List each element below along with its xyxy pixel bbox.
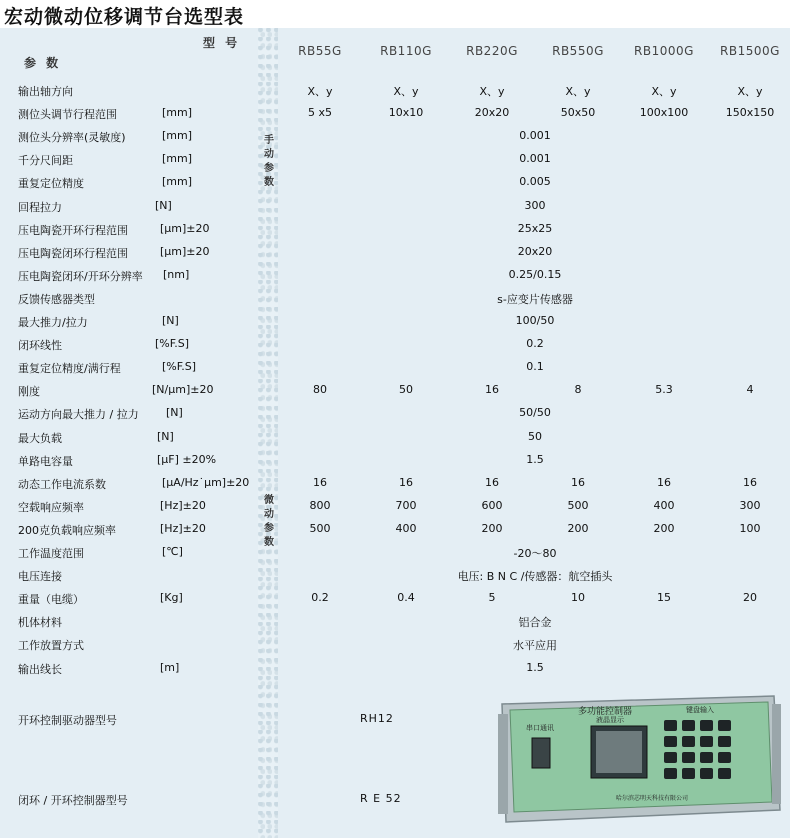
row-shared-value: 20x20 <box>517 244 553 258</box>
row-value: X、y <box>651 85 677 98</box>
table-row <box>0 448 790 471</box>
device-title: 多功能控制器 <box>578 707 633 717</box>
model-header-label: 型 号 <box>203 36 241 50</box>
row-value: 0.4 <box>397 591 415 605</box>
row-shared-value: 50 <box>528 429 542 443</box>
manual-params-label <box>262 134 276 190</box>
row-value: 20x20 <box>474 106 510 120</box>
table-row <box>0 563 790 586</box>
row-label: 回程拉力 <box>18 200 62 214</box>
row-label: 电压连接 <box>18 570 62 584</box>
row-value: 10x10 <box>388 106 424 120</box>
row-label: 最大推力/拉力 <box>18 316 88 329</box>
row-unit: [μm]±20 <box>160 244 210 258</box>
row-label: 工作放置方式 <box>18 639 84 653</box>
row-unit: [mm] <box>162 152 193 166</box>
row-unit: [Kg] <box>160 591 183 605</box>
row-value: 5 <box>488 591 496 605</box>
row-unit: [mm] <box>162 175 193 189</box>
row-value: 16 <box>485 383 499 397</box>
table-row <box>0 355 790 378</box>
row-value: 800 <box>309 498 331 512</box>
row-value: 100 <box>739 521 761 535</box>
row-value: 4 <box>746 383 754 397</box>
row-label: 反馈传感器类型 <box>18 292 95 306</box>
micro-label-char: 动 <box>264 509 274 520</box>
row-value: 16 <box>571 475 585 489</box>
row-value: X、y <box>737 85 763 98</box>
row-label: 200克负载响应频率 <box>18 523 116 537</box>
row-label: 最大负载 <box>18 431 62 445</box>
row-unit: [m] <box>160 660 180 674</box>
table-row <box>0 471 790 494</box>
table-row <box>0 263 790 286</box>
row-value: X、y <box>565 85 591 98</box>
model-header-rb550g: RB550G <box>552 44 604 58</box>
row-shared-value: 25x25 <box>517 221 553 235</box>
table-row <box>0 309 790 332</box>
row-label: 压电陶瓷闭环/开环分辨率 <box>18 269 143 283</box>
controller-device-image <box>496 690 782 830</box>
row-label: 重复定位精度/满行程 <box>18 362 121 376</box>
row-label: 测位头分辨率(灵敏度) <box>18 131 126 145</box>
row-shared-value: 0.005 <box>519 175 551 189</box>
table-row <box>0 170 790 193</box>
model-header-rb1500g: RB1500G <box>720 44 780 58</box>
row-value: 50x50 <box>560 106 596 120</box>
row-unit: [%F.S] <box>155 337 190 351</box>
row-value: 150x150 <box>725 106 775 120</box>
row-shared-value: -20～80 <box>513 547 557 560</box>
manual-label-char: 手 <box>264 135 274 146</box>
manual-label-char: 数 <box>264 177 274 188</box>
row-value: 400 <box>395 521 417 535</box>
row-shared-value: 0.1 <box>526 360 544 374</box>
table-row <box>0 240 790 263</box>
table-row <box>0 401 790 424</box>
row-value: 500 <box>309 521 331 535</box>
model-header-rb1000g: RB1000G <box>634 44 694 58</box>
row-unit: [N/μm]±20 <box>152 383 214 397</box>
table-row <box>0 217 790 240</box>
row-value: 700 <box>395 498 417 512</box>
row-value: 500 <box>567 498 589 512</box>
table-row <box>0 124 790 147</box>
row-label: 输出轴方向 <box>18 85 73 98</box>
model-header-rb55g: RB55G <box>298 44 342 58</box>
row-unit: [μm]±20 <box>160 221 210 235</box>
row-label: 空载响应频率 <box>18 500 84 514</box>
manual-label-char: 参 <box>264 163 274 174</box>
open-loop-driver-name: 开环控制驱动器型号 <box>18 714 117 727</box>
table-row <box>0 586 790 609</box>
row-value: 16 <box>313 475 327 489</box>
table-row <box>0 147 790 170</box>
row-shared-value: 100/50 <box>515 314 555 327</box>
table-row <box>0 101 790 124</box>
row-value: 200 <box>653 521 675 535</box>
row-value: 80 <box>313 383 327 397</box>
open-loop-driver-model: RH12 <box>360 712 394 725</box>
row-unit: [N] <box>162 314 179 327</box>
model-header-rb110g: RB110G <box>380 44 432 58</box>
row-label: 重量（电缆） <box>18 593 84 607</box>
row-value: 10 <box>571 591 585 605</box>
row-shared-value: 0.25/0.15 <box>508 267 562 281</box>
row-label: 压电陶瓷开环行程范围 <box>18 223 128 237</box>
table-row <box>0 609 790 632</box>
row-shared-value: 电压: B N C /传感器：航空插头 <box>457 570 613 584</box>
row-value: 16 <box>657 475 671 489</box>
row-label: 运动方向最大推力 / 拉力 <box>18 408 139 422</box>
row-label: 测位头调节行程范围 <box>18 108 117 122</box>
row-value: 100x100 <box>639 106 689 120</box>
row-value: 16 <box>485 475 499 489</box>
row-value: X、y <box>307 85 333 98</box>
table-row <box>0 494 790 517</box>
table-row <box>0 656 790 679</box>
page-title: 宏动微动位移调节台选型表 <box>4 6 245 28</box>
row-unit: [Hz]±20 <box>160 521 206 535</box>
micro-label-char: 数 <box>264 537 274 548</box>
row-label: 动态工作电流系数 <box>18 477 106 491</box>
row-value: 15 <box>657 591 671 605</box>
row-value: 200 <box>481 521 503 535</box>
micro-params-label <box>262 494 276 550</box>
row-value: 16 <box>743 475 757 489</box>
row-unit: [nm] <box>163 267 190 281</box>
row-label: 闭环线性 <box>18 339 62 353</box>
row-unit: [μA/Hz˙μm]±20 <box>162 475 250 489</box>
table-row <box>0 332 790 355</box>
row-shared-value: 水平应用 <box>513 639 557 653</box>
row-shared-value: 0.001 <box>519 129 551 143</box>
row-unit: [Hz]±20 <box>160 498 206 512</box>
screen-label: 液晶显示 <box>596 716 624 724</box>
row-value: 16 <box>399 475 413 489</box>
row-value: X、y <box>393 85 419 98</box>
micro-label-char: 微 <box>264 495 274 506</box>
row-shared-value: 0.001 <box>519 152 551 166</box>
row-label: 输出线长 <box>18 662 62 676</box>
row-value: X、y <box>479 85 505 98</box>
closed-loop-controller-model: R E 52 <box>360 792 402 805</box>
row-label: 工作温度范围 <box>18 547 84 560</box>
param-header-label: 参 数 <box>24 56 62 70</box>
row-unit: [mm] <box>162 106 193 120</box>
model-header-rb220g: RB220G <box>466 44 518 58</box>
table-row <box>0 517 790 540</box>
port-label: 串口通讯 <box>526 724 554 732</box>
row-unit: [%F.S] <box>162 360 197 374</box>
micro-label-char: 参 <box>264 523 274 534</box>
row-unit: [N] <box>155 198 172 212</box>
row-shared-value: 1.5 <box>526 660 544 674</box>
row-label: 千分尺间距 <box>18 154 73 168</box>
row-shared-value: 0.2 <box>526 337 544 351</box>
row-value: 50 <box>399 383 413 397</box>
row-shared-value: 铝合金 <box>518 616 552 630</box>
closed-loop-controller-name: 闭环 / 开环控制器型号 <box>18 794 128 807</box>
table-row <box>0 286 790 309</box>
table-row <box>0 78 790 101</box>
row-unit: [N] <box>166 406 183 420</box>
table-row <box>0 632 790 655</box>
row-label: 单路电容量 <box>18 454 73 468</box>
row-value: 20 <box>743 591 757 605</box>
table-row <box>0 194 790 217</box>
row-label: 压电陶瓷闭环行程范围 <box>18 246 128 260</box>
row-unit: [μF] ±20% <box>157 452 217 466</box>
row-shared-value: 300 <box>524 198 546 212</box>
row-label: 刚度 <box>18 385 40 399</box>
table-row <box>0 540 790 563</box>
table-row <box>0 378 790 401</box>
row-label: 机体材料 <box>18 616 62 630</box>
manual-label-char: 动 <box>264 149 274 160</box>
row-label: 重复定位精度 <box>18 177 84 191</box>
row-shared-value: 1.5 <box>526 452 544 466</box>
row-value: 300 <box>739 498 761 512</box>
row-unit: [N] <box>157 429 174 443</box>
row-value: 200 <box>567 521 589 535</box>
row-value: 5 x5 <box>307 106 332 120</box>
table-row <box>0 425 790 448</box>
row-unit: [℃] <box>162 545 183 558</box>
row-value: 400 <box>653 498 675 512</box>
row-shared-value: s-应变片传感器 <box>497 292 573 306</box>
row-value: 5.3 <box>655 383 673 397</box>
row-shared-value: 50/50 <box>519 406 551 420</box>
maker-label: 哈尔滨芯明天科技有限公司 <box>616 795 689 802</box>
row-value: 8 <box>574 383 582 397</box>
keypad-label: 键盘输入 <box>686 706 714 714</box>
row-value: 600 <box>481 498 503 512</box>
row-unit: [mm] <box>162 129 193 143</box>
row-value: 0.2 <box>311 591 329 605</box>
